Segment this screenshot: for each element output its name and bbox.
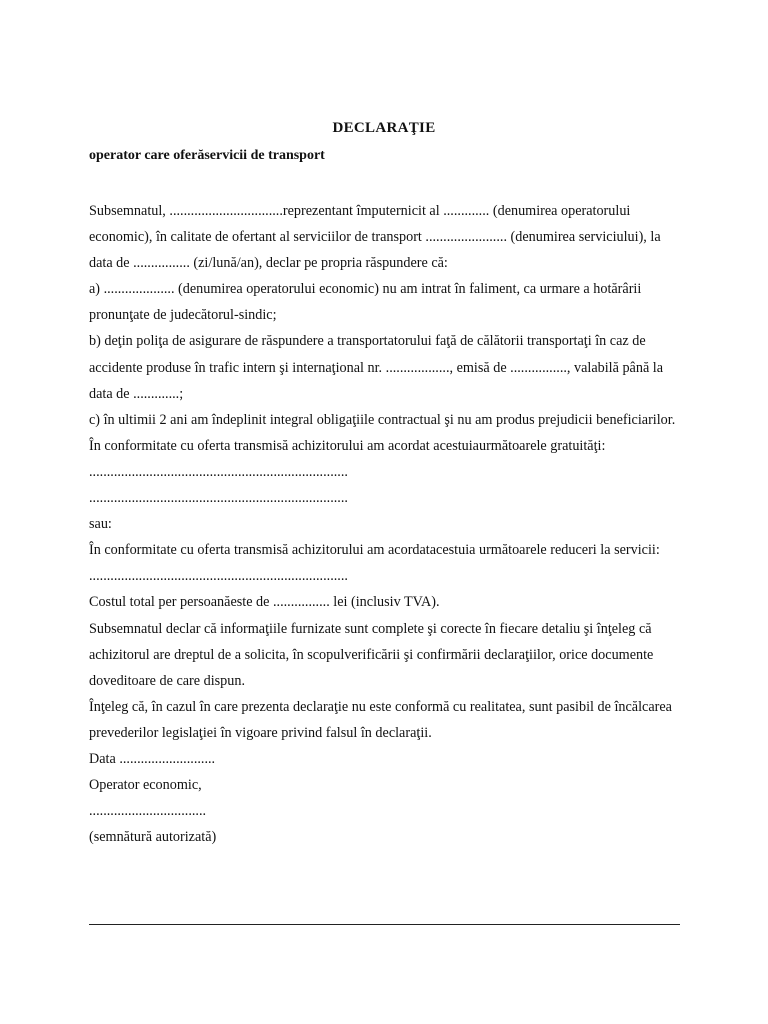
paragraph-liability: Înţeleg că, în cazul în care prezenta declaraţie nu este conformă cu realitatea, sunt pasibil de încălcarea prevederilor legislaţiei în vigoare privind falsul în declaraţii. xyxy=(89,698,672,741)
paragraph-cost: Costul total per persoanăeste de ................ lei (inclusiv TVA). xyxy=(89,594,440,611)
document-title: DECLARAŢIE xyxy=(332,120,436,136)
dotted-line-3: ......................................................................... xyxy=(89,568,348,585)
paragraph-a: a) .................... (denumirea operatorului economic) nu am intrat în faliment, ca urmare a hotărârii pronunţate de judecătorul-sindic; xyxy=(89,281,642,324)
operator-label: Operator economic, xyxy=(89,777,202,794)
paragraph-declaration: Subsemnatul declar că informaţiile furnizate sunt complete şi corecte în fiecare detaliu şi înţeleg că achizitorul are dreptul de a solicita, în scopulverificării şi confirmării declaraţiilor, orice documente doveditoare de care dispun. xyxy=(89,620,654,689)
paragraph-discounts: În conformitate cu oferta transmisă achizitorului am acordatacestuia următoarele reduceri la servicii: xyxy=(89,542,660,559)
signature-caption: (semnătură autorizată) xyxy=(89,829,217,846)
paragraph-c: c) în ultimii 2 ani am îndeplinit integral obligaţiile contractual şi nu am produs prejudicii beneficiarilor. xyxy=(89,411,676,428)
document-body xyxy=(89,198,684,850)
dotted-line-2: ......................................................................... xyxy=(89,490,348,507)
document-subtitle: operator care oferăservicii de transport xyxy=(89,148,325,163)
paragraph-b: b) deţin poliţa de asigurare de răspundere a transportatorului faţă de călătorii transportaţi în caz de accidente produse în trafic intern şi internaţional nr. .................., emisă de ................, valabilă până la data de .............; xyxy=(89,333,664,402)
paragraph-or: sau: xyxy=(89,516,112,533)
signature-line: ................................. xyxy=(89,803,207,820)
date-line: Data ........................... xyxy=(89,750,216,767)
dotted-line-1: ......................................................................... xyxy=(89,463,348,480)
paragraph-gratuities: În conformitate cu oferta transmisă achizitorului am acordat acestuiaurmătoarele gratuităţi: xyxy=(89,437,606,454)
bottom-rule xyxy=(89,924,680,925)
paragraph-intro: Subsemnatul, ................................reprezentant împuternicit al ............. (denumirea operatorului economic), în calitate de ofertant al serviciilor de transport ....................... (denumirea serviciului), la data de ................ (zi/lună/an), declar pe propria răspundere că: xyxy=(89,203,661,272)
